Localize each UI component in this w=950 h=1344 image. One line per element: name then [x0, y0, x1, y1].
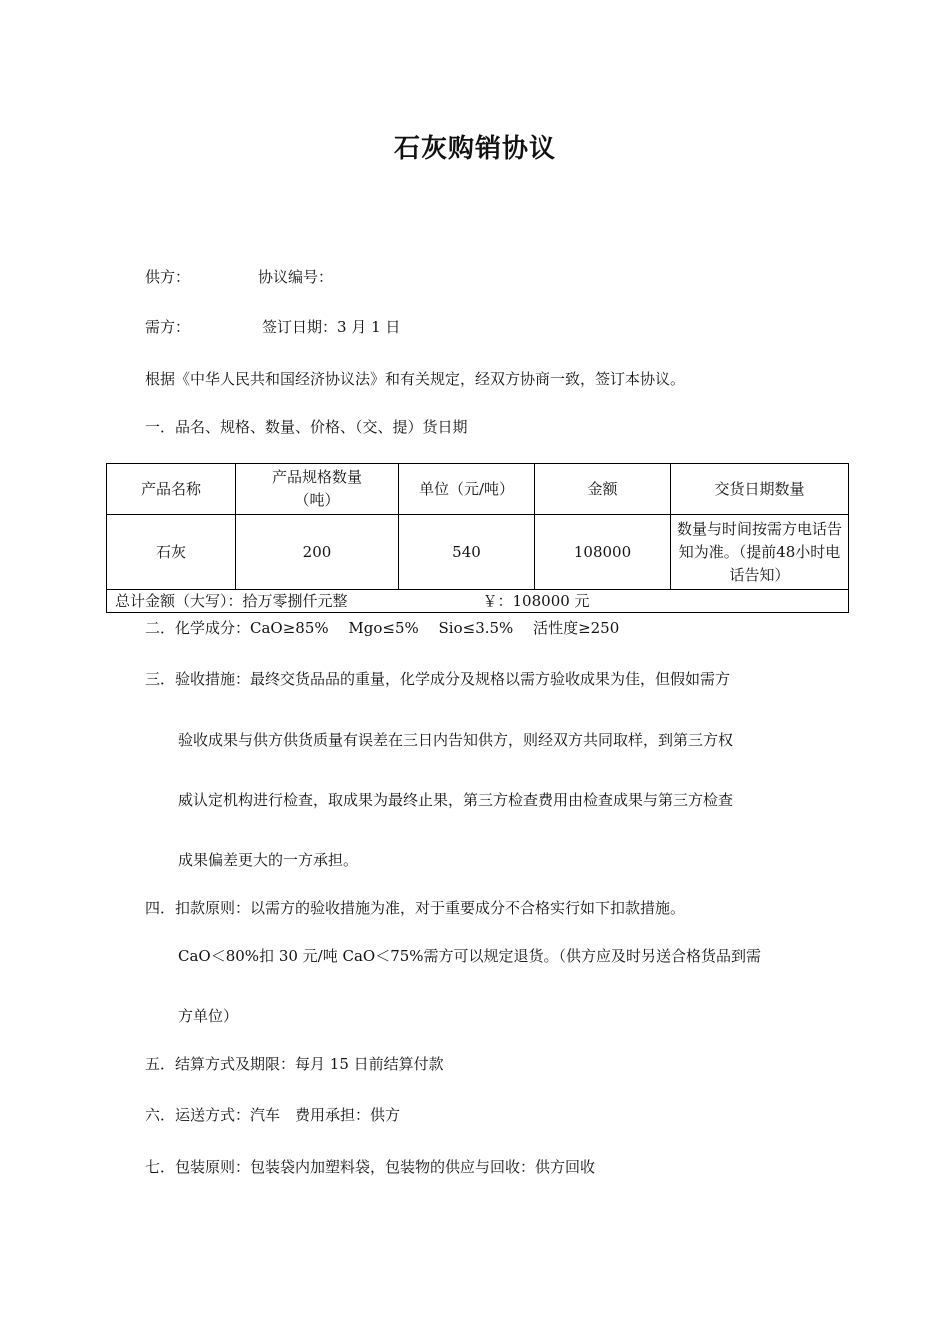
- section1-title: 一．品名、规格、数量、价格、（交、提）货日期: [145, 418, 468, 436]
- section2-chemistry: 二．化学成分：CaO≥85% Mgo≤5% Sio≤3.5% 活性度≥250: [145, 619, 620, 637]
- section3-line: 威认定机构进行检查，取成果为最终止果，第三方检查费用由检查成果与第三方检查: [178, 791, 734, 809]
- section3-line: 验收成果与供方供货质量有误差在三日内告知供方，则经双方共同取样，到第三方权: [178, 731, 734, 749]
- intro-paragraph: 根据《中华人民共和国经济协议法》和有关规定，经双方协商一致，签订本协议。: [145, 370, 686, 388]
- section4-line: 四．扣款原则：以需方的验收措施为准，对于重要成分不合格实行如下扣款措施。: [145, 899, 686, 917]
- table-cell: 108000: [535, 515, 671, 590]
- header-cell: 交货日期数量: [671, 464, 849, 515]
- section5-settlement: 五．结算方式及期限：每月 15 日前结算付款: [145, 1055, 444, 1073]
- header-cell: 单位（元/吨）: [399, 464, 535, 515]
- table-cell: 石灰: [107, 515, 236, 590]
- section3-line: 三．验收措施：最终交货品品的重量，化学成分及规格以需方验收成果为佳，但假如需方: [145, 670, 731, 688]
- total-cell: [107, 590, 849, 613]
- buyer-line: [145, 316, 400, 338]
- section6-transport: 六．运送方式：汽车 费用承担：供方: [145, 1106, 401, 1124]
- supplier-label: 供方：: [145, 268, 191, 286]
- section7-packaging: 七．包装原则：包装袋内加塑料袋，包装物的供应与回收：供方回收: [145, 1158, 596, 1176]
- total-label: 总计金额（大写）：拾万零捌仟元整: [115, 592, 348, 610]
- table-cell: 540: [399, 515, 535, 590]
- goods-table: [106, 463, 849, 613]
- table-cell: 200: [236, 515, 399, 590]
- header-cell: 金额: [535, 464, 671, 515]
- table-row: [107, 515, 849, 590]
- table-header-row: [107, 464, 849, 515]
- supplier-line: [145, 266, 333, 288]
- header-cell: 产品名称: [107, 464, 236, 515]
- header-cell: 产品规格数量（吨）: [236, 464, 399, 515]
- section3-line: 成果偏差更大的一方承担。: [178, 851, 359, 869]
- table-total-row: [107, 590, 849, 613]
- sign-date: 3 月 1 日: [337, 318, 401, 336]
- section4-line: CaO＜80%扣 30 元/吨 CaO＜75%需方可以规定退货。（供方应及时另送合格货品到需: [178, 947, 762, 965]
- total-amount: ￥：108000 元: [482, 592, 590, 610]
- contract-no-label: 协议编号：: [258, 268, 334, 286]
- buyer-label: 需方：: [145, 318, 191, 336]
- sign-date-label: 签订日期：: [262, 318, 338, 336]
- section4-line: 方单位）: [178, 1007, 239, 1025]
- document-title: 石灰购销协议: [393, 134, 556, 164]
- table-cell: 数量与时间按需方电话告知为准。（提前48小时电话告知）: [671, 515, 849, 590]
